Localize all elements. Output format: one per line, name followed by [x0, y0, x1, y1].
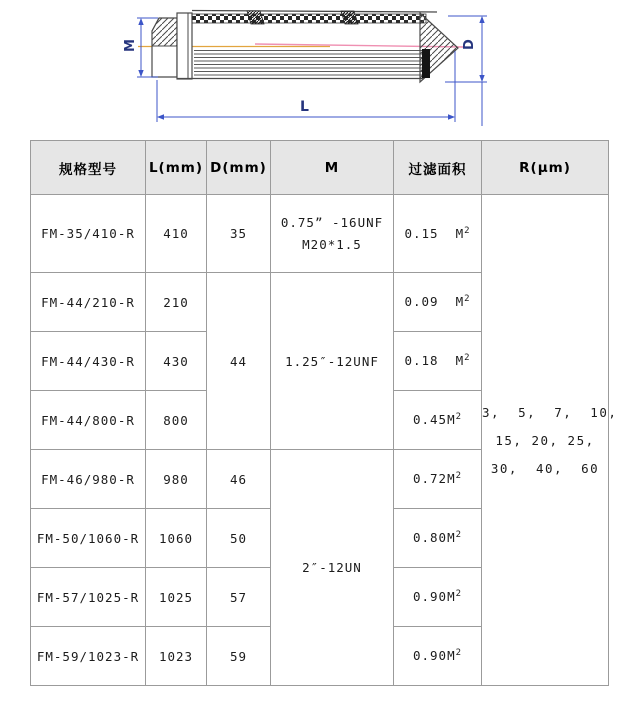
cell-filter-area: $0.90M^2$ [394, 568, 482, 627]
outer-tube [192, 11, 437, 25]
table-row [31, 195, 609, 273]
cell-diameter: 46 [207, 450, 271, 509]
header-diameter: D(mm) [207, 141, 271, 195]
cell-thread [271, 195, 394, 273]
cell-filter-area: $0.45M^2$ [394, 391, 482, 450]
end-fitting-nut [152, 18, 177, 77]
cell-length: 430 [146, 332, 207, 391]
dimension-label-L: L [300, 99, 309, 115]
spec-header-row [31, 141, 609, 195]
cell-diameter-merged: 44 [207, 273, 271, 450]
pleated-media [194, 51, 422, 76]
cell-length: 210 [146, 273, 207, 332]
micron-line-2: 15, 20, 25, [495, 432, 595, 448]
cell-model: FM-44/430-R [31, 332, 146, 391]
cell-length: 1023 [146, 627, 207, 686]
cell-filter-area: 0.18 $M^2$ [394, 332, 482, 391]
cell-length: 1025 [146, 568, 207, 627]
cell-thread-merged: 1.25″-12UNF [271, 273, 394, 450]
drawing-svg [0, 0, 634, 132]
cell-model: FM-35/410-R [31, 195, 146, 273]
cell-length: 1060 [146, 509, 207, 568]
header-model: 规格型号 [31, 141, 146, 195]
seal-bar [422, 49, 430, 78]
filter-element-technical-drawing [0, 0, 634, 132]
spec-table [30, 140, 618, 686]
cell-model: FM-59/1023-R [31, 627, 146, 686]
cell-thread-merged: 2″-12UN [271, 450, 394, 686]
cell-model: FM-46/980-R [31, 450, 146, 509]
cell-filter-area: $0.80M^2$ [394, 509, 482, 568]
cell-diameter: 35 [207, 195, 271, 273]
cell-diameter: 57 [207, 568, 271, 627]
cell-model: FM-44/800-R [31, 391, 146, 450]
header-thread: M [271, 141, 394, 195]
cell-model: FM-57/1025-R [31, 568, 146, 627]
header-length: L(mm) [146, 141, 207, 195]
cell-filter-area: 0.09 $M^2$ [394, 273, 482, 332]
header-filter-area: 过滤面积 [394, 141, 482, 195]
cell-length: 980 [146, 450, 207, 509]
collar [177, 13, 192, 79]
cone-end [420, 13, 458, 82]
cell-model: FM-50/1060-R [31, 509, 146, 568]
cell-model: FM-44/210-R [31, 273, 146, 332]
cell-length: 410 [146, 195, 207, 273]
dimension-label-M: M [123, 39, 138, 52]
cell-diameter: 50 [207, 509, 271, 568]
cell-filter-area: $0.72M^2$ [394, 450, 482, 509]
cell-diameter: 59 [207, 627, 271, 686]
micron-line-1: 3, 5, 7, 10, [482, 404, 618, 420]
cell-filter-area: 0.15 $M^2$ [394, 195, 482, 273]
perforated-band [192, 14, 426, 23]
thread-line-1: 0.75” -16UNF [280, 215, 384, 230]
thread-line-2: M20*1.5 [302, 237, 362, 252]
cell-length: 800 [146, 391, 207, 450]
cell-micron-ratings [482, 195, 618, 686]
micron-line-3: 30, 40, 60 [490, 460, 600, 476]
dimension-label-D: D [462, 39, 477, 50]
header-micron-rating: R(μm) [482, 141, 609, 195]
dimension-D [445, 16, 487, 126]
cell-filter-area: $0.90M^2$ [394, 627, 482, 686]
